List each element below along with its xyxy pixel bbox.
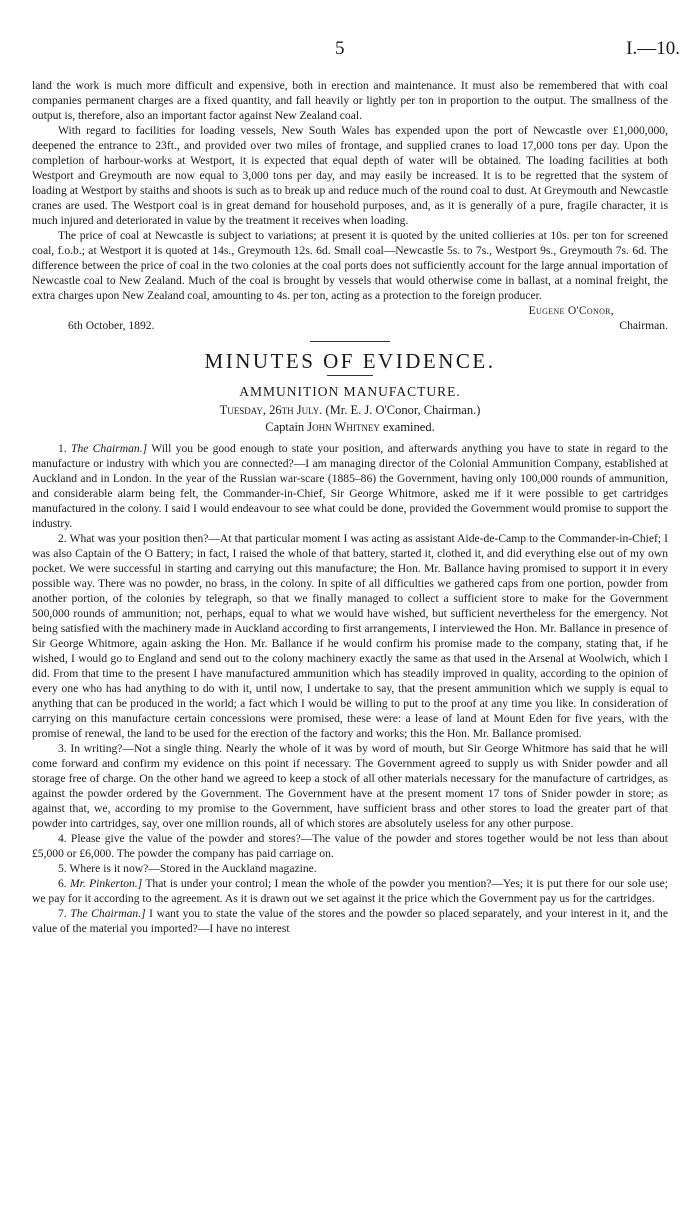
signature-role: Chairman. <box>619 319 668 332</box>
question-speaker: The Chairman.] <box>70 907 146 920</box>
page-number: 5 <box>335 38 345 59</box>
witness-name: John Whitney <box>307 420 380 434</box>
witness-prefix: Captain <box>265 420 305 434</box>
question-number: 3. <box>58 742 67 755</box>
minutes-title: MINUTES OF EVIDENCE. <box>204 349 496 373</box>
signature-date: 6th October, 1892. <box>68 319 155 332</box>
question-text: Will you be good enough to state your position, and afterwards anything you have to state in regard to the manufacture or industry with which you are connected?—I am managing director of the Colonial Ammunition Company, established at Auckland and in London. In the year of the Russian war-scare (1885–86) the Government, having only 100,000 rounds of ammunition, and considerable alarm being felt, the Commander-in-Chief, Sir George Whitmore, asked me if it were possible to get cartridges manufactured in the colony. I said I would endeavour to see what could be done, provided the Government would promise to support the industry. <box>32 442 668 530</box>
evidence-question <box>32 441 668 531</box>
question-text: Please give the value of the powder and stores?—The value of the powder and stores together would be not less than about £5,000 or £6,000. The powder the company has paid carriage on. <box>32 832 668 860</box>
session-date-line <box>32 403 668 418</box>
session-day: Tuesday, 26th July. <box>219 403 323 417</box>
evidence-question <box>32 831 668 861</box>
evidence-question <box>32 741 668 831</box>
report-paragraph: The price of coal at Newcastle is subject to variations; at present it is quoted by the united collieries at 10s. per ton for screened coal, f.o.b.; at Westport it is quoted at 14s., Greymouth 12s. 6d. Small coal—Newcastle 5s. to 7s., Westport 9s., Greymouth 7s. 6d. The difference between the price of coal in the two colonies at the coal ports does not sufficiently account for the large annual importation of Newcastle coal to New Zealand. Much of the coal is brought by vessels that would otherwise come in ballast, at a nominal freight, the extra charges upon New Zealand coal, amounting to 4s. per ton, acting as a protection to the foreign producer. <box>32 229 668 302</box>
signature-name: Eugene O'Conor, <box>528 304 614 317</box>
question-number: 7. <box>58 907 67 920</box>
section-divider <box>310 341 390 342</box>
question-text: In writing?—Not a single thing. Nearly the whole of it was by word of mouth, but Sir George Whitmore has said that he will come forward and confirm my evidence on this point if necessary. The Government agreed to supply us with Snider powder and all storage free of charge. On the other hand we agreed to keep a stock of all other materials necessary for the manufacture of cartridges, as against the powder ordered by the Government. The Government have at the present moment 17 tons of Snider powder in store; as against that, we, according to my promise to the Government, have sufficient brass and other stores to load the greater part of that powder into cartridges, say, over one million rounds, all of which stores are absolutely useless for any other purpose. <box>32 742 668 830</box>
evidence-question <box>32 861 668 876</box>
question-text: Where is it now?—Stored in the Auckland magazine. <box>69 862 317 875</box>
witness-line <box>32 420 668 435</box>
signature-name-row <box>32 303 668 318</box>
minutes-subject: AMMUNITION MANUFACTURE. <box>239 384 461 399</box>
question-number: 1. <box>58 442 67 455</box>
title-divider <box>327 375 373 376</box>
question-text: What was your position then?—At that particular moment I was acting as assistant Aide-de-Camp to the Commander-in-Chief; I was also Captain of the O Battery; in fact, I raised the whole of that battery, started it, clothed it, and did everything else out of my own pocket. We were successful in starting and carrying out this manufacture; the Hon. Mr. Ballance having promised to support it in every possible way. There was no powder, no brass, in the colony. In spite of all difficulties we gathered caps from one portion, powder from another portion, of the colonies by telegraph, so that we finally managed to collect a sufficient store to make for the Government 500,000 rounds of ammunition; not, perhaps, equal to what we would have wished, but sufficient nevertheless for the emergency. Not being satisfied with the machinery made in Auckland according to first arrangements, I interviewed the Hon. Mr. Ballance in presence of Sir George Whitmore, again asking the Hon. Mr. Ballance if he would confirm his promise made to the company, stating that, if he wished, I would go to England and send out to the colony machinery exactly the same as that used in the Arsenal at Woolwich, which I did. From that time to the present I have manufactured ammunition which has steadily improved in quality, according to the opinion of every one who has had anything to do with it, until now, I undertake to say, that the present ammunition which we supply is equal to anything that can be produced in the world; a fact which I would be willing to put to the proof at any time you like. In consideration of carrying on this manufacture certain concessions were promised, these were: a lease of land at Mount Eden for five years, with the promise of renewal, the land to be used for the erection of the factory and works; this the Hon. Mr. Ballance promised. <box>32 532 668 740</box>
question-number: 4. <box>58 832 67 845</box>
evidence-question <box>32 531 668 741</box>
question-text: I want you to state the value of the stores and the powder so placed separately, and your interest in it, and the value of the material you imported?—I have no interest <box>32 907 668 935</box>
signature-date-row <box>32 318 668 333</box>
witness-suffix: examined. <box>382 420 435 434</box>
question-number: 6. <box>58 877 67 890</box>
question-speaker: Mr. Pinkerton.] <box>70 877 143 890</box>
report-paragraph: land the work is much more difficult and expensive, both in erection and maintenance. It must also be remembered that with coal companies permanent charges are a fixed quantity, and fall heavily or lightly per ton in proportion to the output. The smallness of the output is, therefore, also an important factor against New Zealand coal. <box>32 79 668 122</box>
question-speaker: The Chairman.] <box>71 442 148 455</box>
evidence-question <box>32 876 668 906</box>
report-paragraph: With regard to facilities for loading vessels, New South Wales has expended upon the port of Newcastle over £1,000,000, deepened the entrance to 23ft., and provided over two miles of frontage, and supplied cranes to load 17,000 tons per day. Upon the completion of harbour-works at Westport, it is expected that equal depth of water will be obtained. The loading facilities at both Westport and Greymouth are now equal to 3,000 tons per day, and may easily be increased. It is to be regretted that the system of loading at Westport by staiths and shoots is such as to break up and reduce much of the round coal to dust. At Greymouth and Newcastle cranes are used. The Westport coal is in great demand for household purposes, and, as it is generally of a pure, fragile character, it is much injured and deteriorated in value by the treatment it receives when loading. <box>32 124 668 227</box>
question-number: 5. <box>58 862 67 875</box>
series-reference: I.—10. <box>626 38 680 59</box>
session-chair: (Mr. E. J. O'Conor, Chairman.) <box>325 403 481 417</box>
document-body <box>32 78 668 936</box>
question-text: That is under your control; I mean the whole of the powder you mention?—Yes; it is put there for our sole use; we pay for it according to the agreement. As it is drawn out we set against it the price which the Government pay us for the cartridges. <box>32 877 668 905</box>
evidence-question <box>32 906 668 936</box>
question-number: 2. <box>58 532 67 545</box>
